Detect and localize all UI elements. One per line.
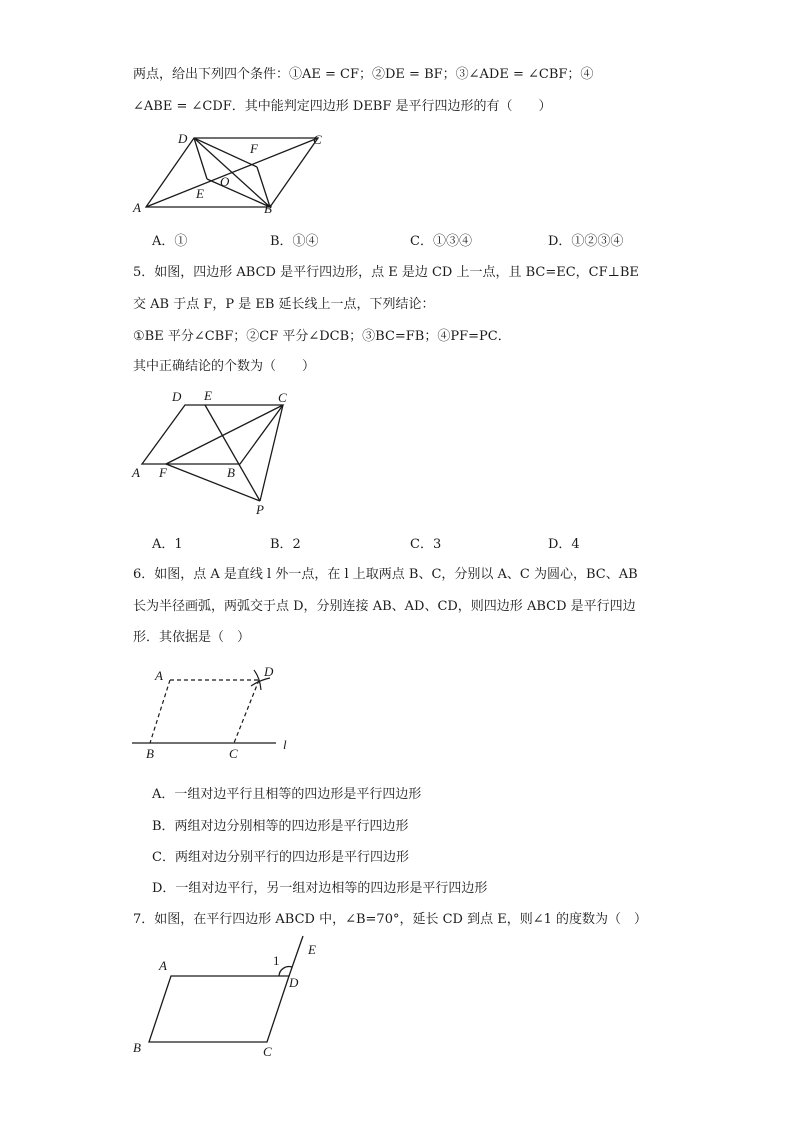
q5-label-e: E	[204, 388, 212, 403]
q5-option-c[interactable]: C．3	[410, 537, 442, 552]
q4-label-d: D	[178, 131, 188, 146]
q5-label-c: C	[278, 390, 287, 405]
q6-label-d: D	[264, 664, 274, 679]
q6-option-b[interactable]: B．两组对边分别相等的四边形是平行四边形	[152, 819, 409, 834]
q6-text-line-2: 长为半径画弧，两弧交于点 D，分别连接 AB、AD、CD，则四边形 ABCD 是平行四边	[133, 599, 636, 614]
q6-option-a[interactable]: A．一组对边平行且相等的四边形是平行四边形	[152, 787, 422, 802]
q4-text-line-2: ∠ABE = ∠CDF．其中能判定四边形 DEBF 是平行四边形的有（ ）	[133, 99, 552, 114]
q6-text-line-3: 形．其依据是（ ）	[133, 630, 251, 645]
q5-text-line-2: 交 AB 于点 F，P 是 EB 延长线上一点，下列结论：	[133, 297, 435, 312]
q4-label-b: B	[264, 201, 272, 216]
q5-option-a[interactable]: A．1	[152, 537, 183, 552]
q5-option-d[interactable]: D．4	[548, 537, 580, 552]
q7-label-angle-1: 1	[273, 953, 280, 968]
q4-option-d[interactable]: D．①②③④	[548, 234, 624, 249]
q5-label-p: P	[256, 502, 264, 517]
q6-option-c[interactable]: C．两组对边分别平行的四边形是平行四边形	[152, 850, 409, 865]
q5-text-line-1: 5．如图，四边形 ABCD 是平行四边形，点 E 是边 CD 上一点，且 BC=EC，CF⊥BE	[133, 265, 639, 280]
q6-figure	[130, 662, 300, 762]
q4-label-c: C	[313, 132, 322, 147]
q5-option-b[interactable]: B．2	[270, 537, 301, 552]
q5-label-f: F	[159, 465, 167, 480]
q4-option-a[interactable]: A．①	[152, 234, 188, 249]
q4-label-a: A	[133, 200, 141, 215]
q6-label-l: l	[283, 737, 287, 752]
q7-label-b: B	[133, 1040, 141, 1055]
q4-label-o: O	[220, 174, 230, 189]
q7-figure	[128, 934, 328, 1064]
q4-label-e: E	[196, 186, 204, 201]
q6-label-b: B	[146, 746, 154, 761]
q4-text-line-1: 两点，给出下列四个条件：①AE = CF；②DE = BF；③∠ADE = ∠CBF；④	[133, 67, 594, 82]
q5-figure	[130, 386, 300, 516]
q5-label-a: A	[132, 465, 140, 480]
q7-label-a: A	[159, 958, 167, 973]
q7-label-d: D	[289, 975, 299, 990]
q7-text-line-1: 7．如图，在平行四边形 ABCD 中，∠B=70°，延长 CD 到点 E，则∠1 的度数为（ ）	[133, 912, 648, 927]
q4-option-b[interactable]: B．①④	[270, 234, 319, 249]
q5-text-line-4: 其中正确结论的个数为（ ）	[133, 359, 316, 374]
q4-options	[0, 233, 794, 251]
q5-label-b: B	[227, 465, 235, 480]
q5-options	[0, 536, 794, 554]
q7-label-e: E	[308, 942, 316, 957]
q5-label-d: D	[172, 389, 182, 404]
q6-label-a: A	[155, 668, 163, 683]
q4-option-c[interactable]: C．①③④	[410, 234, 472, 249]
q6-label-c: C	[229, 746, 238, 761]
q7-label-c: C	[263, 1044, 272, 1059]
q4-label-f: F	[250, 141, 258, 156]
q5-text-line-3: ①BE 平分∠CBF；②CF 平分∠DCB；③BC=FB；④PF=PC．	[133, 329, 511, 344]
q6-option-d[interactable]: D．一组对边平行，另一组对边相等的四边形是平行四边形	[152, 881, 488, 896]
q6-text-line-1: 6．如图，点 A 是直线 l 外一点，在 l 上取两点 B、C，分别以 A、C 为圆心，BC、AB	[133, 567, 638, 582]
q4-figure	[130, 128, 330, 218]
